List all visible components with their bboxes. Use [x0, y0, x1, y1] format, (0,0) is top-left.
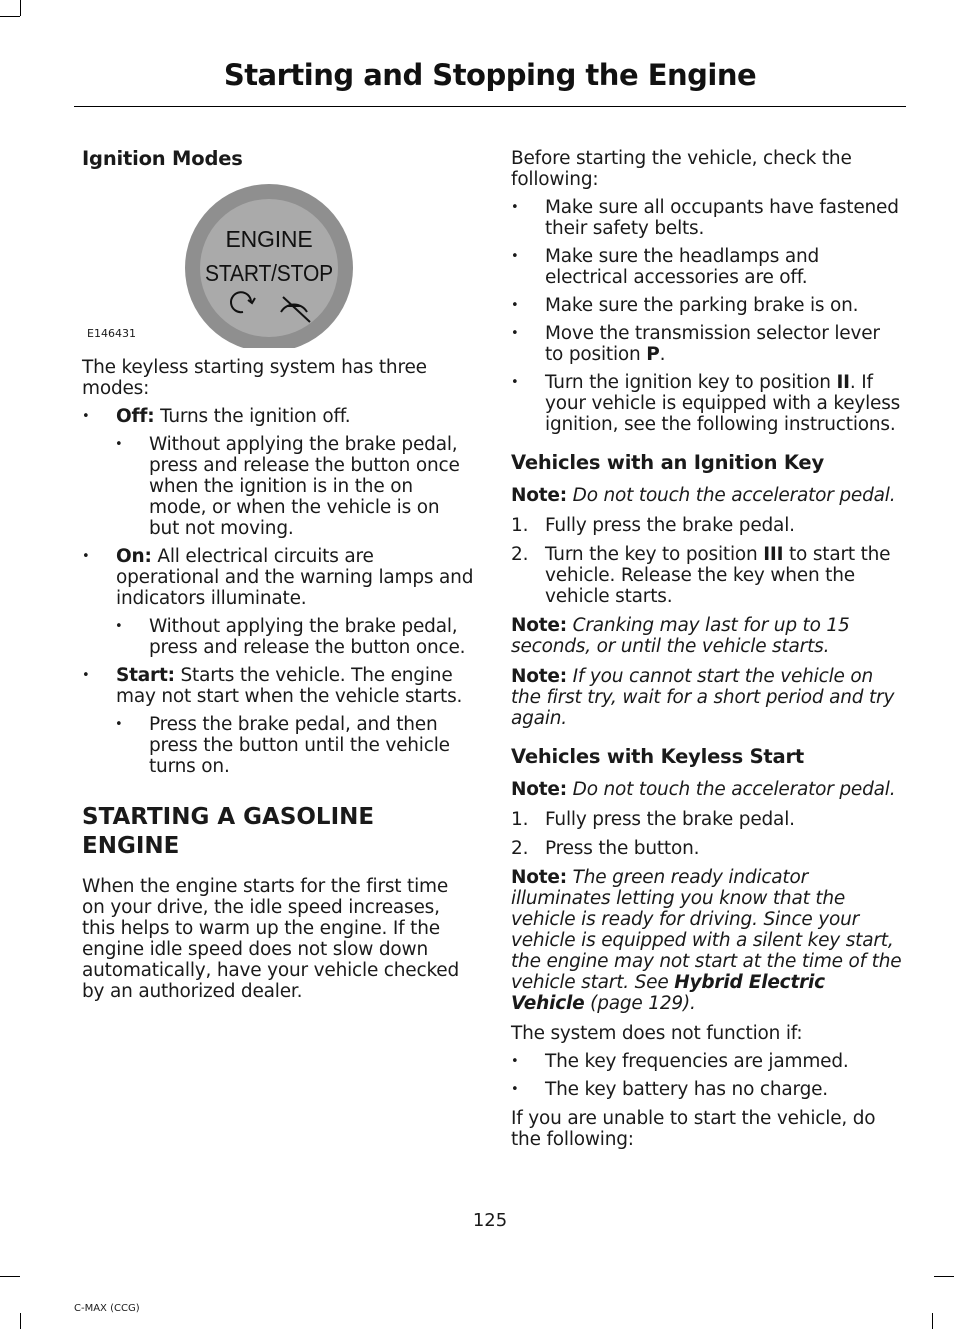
- note: [511, 779, 903, 800]
- on-text: All electrical circuits are operational and the warning lamps and indicators illuminate.: [116, 546, 474, 609]
- page-number: 125: [472, 1210, 508, 1231]
- step-text: Fully press the brake pedal.: [545, 809, 795, 830]
- note-text: If you cannot start the vehicle on the first try, wait for a short period and try again.: [511, 666, 895, 729]
- check4-end: .: [659, 344, 666, 365]
- check5-text: Turn the ignition key to position: [545, 372, 837, 393]
- step-number: 2.: [511, 838, 529, 859]
- on-label: On:: [116, 546, 152, 567]
- button-label-line2: START/STOP: [205, 260, 333, 286]
- step-text: Turn the key to position: [545, 544, 764, 565]
- section-heading-line2: ENGINE: [82, 833, 180, 859]
- crop-mark: [20, 0, 21, 16]
- check-item: • Make sure the parking brake is on.: [511, 295, 903, 316]
- system-intro: The system does not function if:: [511, 1023, 803, 1044]
- left-column: [82, 146, 474, 1002]
- crop-mark: [932, 1313, 933, 1329]
- crop-mark: [934, 1276, 954, 1277]
- step-bold: III: [763, 544, 784, 565]
- off-label: Off:: [116, 406, 155, 427]
- list-item-on: [82, 546, 474, 609]
- step-text: Fully press the brake pedal.: [545, 515, 795, 536]
- check4-bold: P: [646, 344, 660, 365]
- note-label: Note:: [511, 867, 567, 888]
- footer-model: C-MAX (CCG): [74, 1303, 140, 1314]
- check4-text: Move the transmission selector lever to position: [545, 323, 880, 365]
- note-text: Cranking may last for up to 15 seconds, or until the vehicle starts.: [511, 615, 850, 657]
- numbered-step: [511, 515, 903, 536]
- note: [511, 666, 903, 729]
- list-item-start: [82, 665, 474, 707]
- start-text: Starts the vehicle. The engine may not start when the vehicle starts.: [116, 665, 463, 707]
- unable-text: If you are unable to start the vehicle, do the following:: [511, 1108, 876, 1150]
- start-label: Start:: [116, 665, 175, 686]
- ignition-modes-heading: Ignition Modes: [82, 147, 243, 170]
- sub-item-start: • Press the brake pedal, and then press the button until the vehicle turns on.: [115, 714, 474, 777]
- check-item: • Make sure the headlamps and electrical accessories are off.: [511, 246, 903, 288]
- system-item: • The key battery has no charge.: [511, 1079, 903, 1100]
- keyless-start-heading: Vehicles with Keyless Start: [511, 745, 805, 768]
- check-intro: Before starting the vehicle, check the following:: [511, 148, 852, 190]
- title-rule: [74, 106, 906, 107]
- off-text: Turns the ignition off.: [154, 406, 351, 427]
- note: [511, 615, 903, 657]
- step-number: 1.: [511, 809, 529, 830]
- section-heading-line1: STARTING A GASOLINE: [82, 804, 375, 830]
- check-item: • Make sure all occupants have fastened their safety belts.: [511, 197, 903, 239]
- note: [511, 867, 903, 1014]
- note-label: Note:: [511, 666, 567, 687]
- engine-button-figure: [82, 172, 474, 348]
- list-item-off: [82, 406, 474, 427]
- section-heading: [82, 803, 474, 861]
- sub-item-off: • Without applying the brake pedal, press and release the button once when the ignition is in the on mode, or when the vehicle is on but not moving.: [115, 434, 474, 539]
- note: [511, 485, 903, 506]
- numbered-step: [511, 838, 903, 859]
- page-reference: (page 129).: [584, 993, 696, 1014]
- numbered-step: [511, 544, 903, 607]
- check5-end: . If your vehicle is equipped with a keyless ignition, see the following instructions.: [545, 372, 901, 435]
- note-label: Note:: [511, 485, 567, 506]
- note-text: Do not touch the accelerator pedal.: [566, 779, 896, 800]
- step-text: to start the vehicle. Release the key when the vehicle starts.: [545, 544, 891, 607]
- crop-mark: [0, 16, 20, 17]
- crop-mark: [0, 1276, 20, 1277]
- sub-item-on: • Without applying the brake pedal, press and release the button once.: [115, 616, 474, 658]
- note-text: Do not touch the accelerator pedal.: [566, 485, 896, 506]
- system-item: • The key frequencies are jammed.: [511, 1051, 903, 1072]
- note-label: Note:: [511, 615, 567, 636]
- page-title: Starting and Stopping the Engine: [223, 58, 757, 92]
- ignition-key-heading: Vehicles with an Ignition Key: [511, 451, 824, 474]
- check-item: [511, 372, 903, 435]
- step-number: 1.: [511, 515, 529, 536]
- check5-bold: II: [836, 372, 850, 393]
- cross-reference-link[interactable]: Hybrid Electric Vehicle: [511, 972, 825, 1014]
- numbered-step: [511, 809, 903, 830]
- section-body: When the engine starts for the first time on your drive, the idle speed increases, this helps to warm up the engine. If the engine idle speed does not slow down automatically, have your vehicle checked by an authorized dealer.: [82, 876, 460, 1002]
- note-text: The green ready indicator illuminates letting you know that the vehicle is ready for driving. Since your vehicle is equipped with a silent key start, the engine may not start at the time of the vehicle start. See: [511, 867, 902, 993]
- note-label: Note:: [511, 779, 567, 800]
- step-text: Press the button.: [545, 838, 700, 859]
- crop-mark: [20, 1313, 21, 1329]
- button-label-line1: ENGINE: [225, 226, 313, 252]
- modes-intro: The keyless starting system has three modes:: [82, 357, 427, 399]
- step-number: 2.: [511, 544, 529, 565]
- right-column: [511, 146, 903, 1150]
- figure-code: E146431: [87, 327, 136, 340]
- engine-start-stop-button-illustration: [82, 172, 474, 348]
- check-item: [511, 323, 903, 365]
